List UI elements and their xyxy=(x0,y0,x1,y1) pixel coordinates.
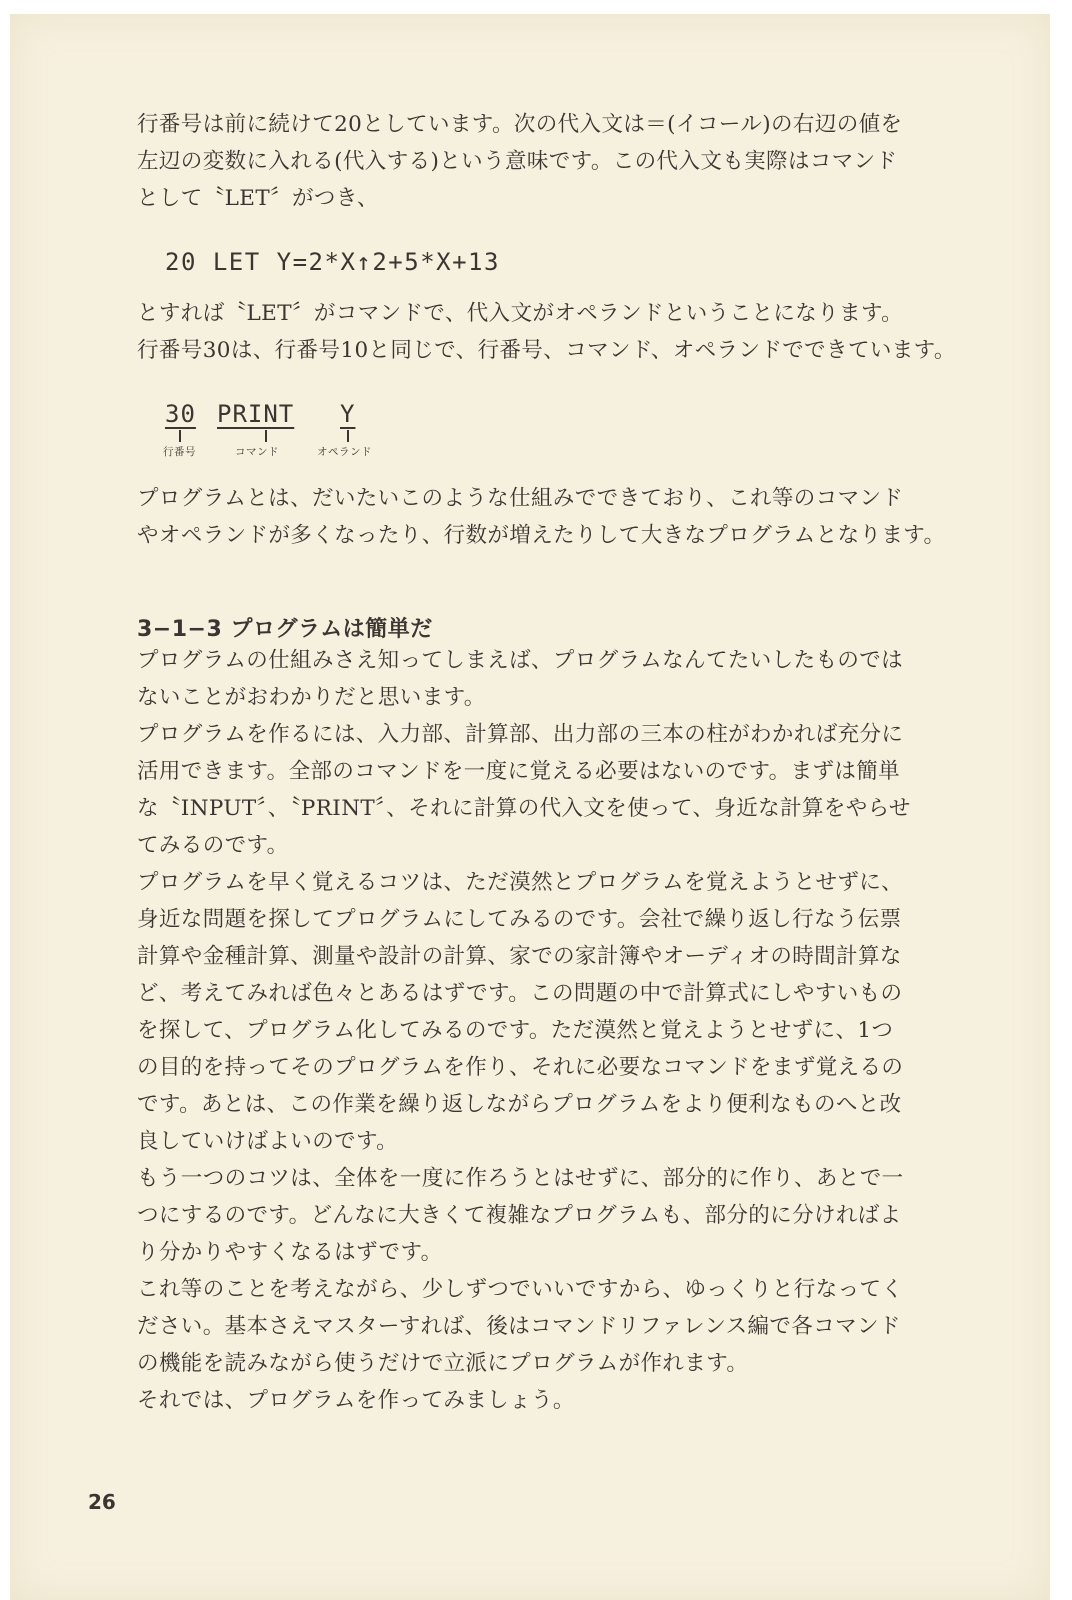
text-line: 身近な問題を探してプログラムにしてみるのです。会社で繰り返し行なう伝票 xyxy=(137,907,902,932)
paragraph-program-summary xyxy=(137,480,967,554)
text-line: です。あとは、この作業を繰り返しながらプログラムをより便利なものへと改 xyxy=(137,1092,902,1117)
text-line: もう一つのコツは、全体を一度に作ろうとはせずに、部分的に作り、あとで一 xyxy=(137,1166,904,1191)
text-line: な〝INPUT〞、〝PRINT〞、それに計算の代入文を使って、身近な計算をやらせ xyxy=(137,796,911,821)
page-number: 26 xyxy=(88,1490,116,1514)
diagram-tick xyxy=(179,430,181,442)
diagram-operand: Y xyxy=(340,400,356,428)
text-line: 計算や金種計算、測量や設計の計算、家での家計簿やオーディオの時間計算な xyxy=(137,944,902,969)
text-line: 行番号30は、行番号10と同じで、行番号、コマンド、オペランドでできています。 xyxy=(137,338,956,363)
text-line: とすれば〝LET〞がコマンドで、代入文がオペランドということになります。 xyxy=(137,301,904,326)
text-line: これ等のことを考えながら、少しずつでいいですから、ゆっくりと行なってく xyxy=(137,1277,904,1302)
diagram-caption-operand: オペランド xyxy=(317,446,372,458)
section-heading: 3−1−3 プログラムは簡単だ xyxy=(137,617,433,642)
text-line: 良していけばよいのです。 xyxy=(137,1129,399,1154)
text-line: として〝LET〞がつき、 xyxy=(137,186,379,211)
text-line: 左辺の変数に入れる(代入する)という意味です。この代入文も実際はコマンド xyxy=(137,149,898,174)
diagram-command: PRINT xyxy=(217,400,295,428)
text-line: プログラムの仕組みさえ知ってしまえば、プログラムなんてたいしたものでは xyxy=(137,648,904,673)
text-line: 活用できます。全部のコマンドを一度に覚える必要はないのです。まずは簡単 xyxy=(137,759,901,784)
code-example-let: 20 LET Y=2*X↑2+5*X+13 xyxy=(165,248,500,276)
paragraph-section-body xyxy=(137,642,967,1419)
diagram-tick xyxy=(347,430,349,442)
text-line: それでは、プログラムを作ってみましょう。 xyxy=(137,1388,575,1413)
text-line: を探して、プログラム化してみるのです。ただ漠然と覚えようとせずに、1つ xyxy=(137,1018,894,1043)
diagram-caption-command: コマンド xyxy=(235,446,279,458)
text-line: り分かりやすくなるはずです。 xyxy=(137,1240,443,1265)
diagram-tick xyxy=(265,430,267,442)
text-line: プログラムを作るには、入力部、計算部、出力部の三本の柱がわかれば充分に xyxy=(137,722,904,747)
paragraph-intro xyxy=(137,106,967,217)
text-line: ださい。基本さえマスターすれば、後はコマンドリファレンス編で各コマンド xyxy=(137,1314,901,1339)
text-line: プログラムを早く覚えるコツは、ただ漠然とプログラムを覚えようとせずに、 xyxy=(137,870,904,895)
text-line: つにするのです。どんなに大きくて複雑なプログラムも、部分的に分ければよ xyxy=(137,1203,902,1228)
text-line: てみるのです。 xyxy=(137,833,289,858)
statement-structure-diagram xyxy=(165,400,425,470)
text-line: の機能を読みながら使うだけで立派にプログラムが作れます。 xyxy=(137,1351,749,1376)
text-line: の目的を持ってそのプログラムを作り、それに必要なコマンドをまず覚えるの xyxy=(137,1055,904,1080)
paragraph-let-explanation xyxy=(137,295,967,369)
text-line: ど、考えてみれば色々とあるはずです。この問題の中で計算式にしやすいもの xyxy=(137,981,903,1006)
text-line: プログラムとは、だいたいこのような仕組みでできており、これ等のコマンド xyxy=(137,486,904,511)
text-line: やオペランドが多くなったり、行数が増えたりして大きなプログラムとなります。 xyxy=(137,523,946,548)
text-line: 行番号は前に続けて20としています。次の代入文は＝(イコール)の右辺の値を xyxy=(137,112,903,137)
diagram-caption-line-number: 行番号 xyxy=(163,446,196,458)
text-line: ないことがおわかりだと思います。 xyxy=(137,685,486,710)
diagram-line-number: 30 xyxy=(165,400,196,428)
